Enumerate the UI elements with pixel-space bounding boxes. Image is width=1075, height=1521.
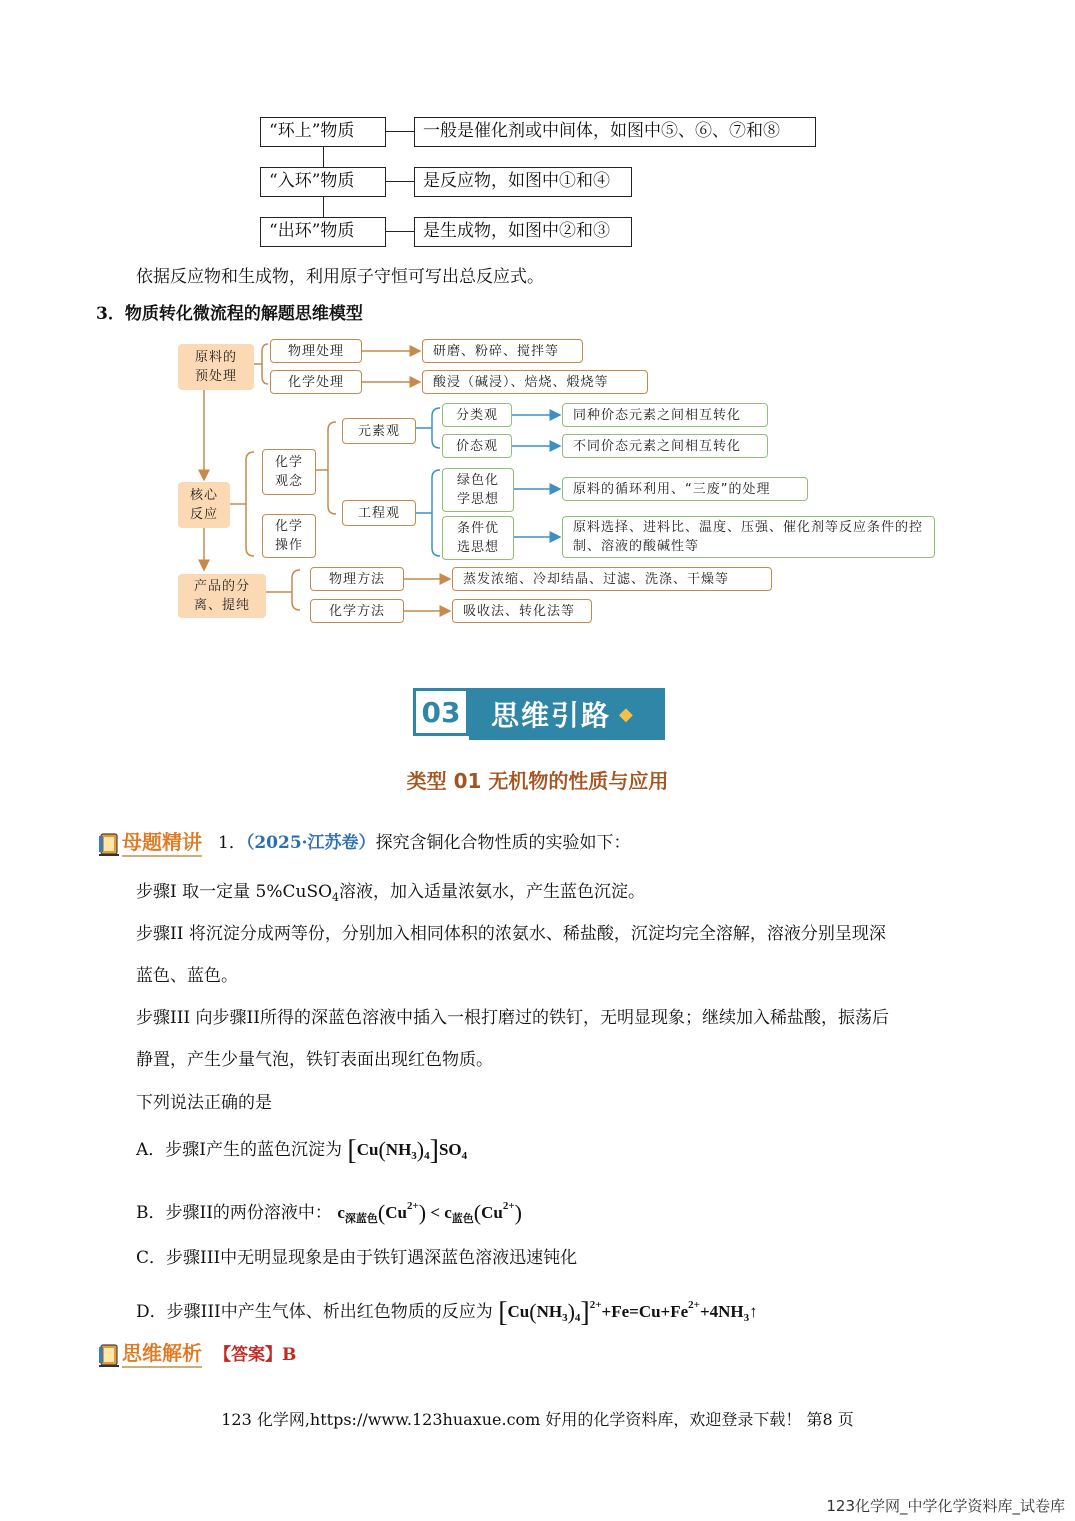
step1-text: 步骤I 取一定量 5%CuSO xyxy=(136,882,333,902)
option-b-text: B．步骤II的两份溶液中： xyxy=(136,1203,332,1223)
flow-chemical-detail: 酸浸（碱浸）、焙烧、煅烧等 xyxy=(422,370,648,394)
flow-physical-method: 物理方法 xyxy=(310,567,404,591)
ring-label-out: “出环”物质 xyxy=(260,217,386,247)
section-title-text: 思维引路 xyxy=(491,699,612,732)
answer-line xyxy=(214,1342,296,1368)
option-c: C．步骤III中无明显现象是由于铁钉遇深蓝色溶液迅速钝化 xyxy=(136,1248,578,1268)
ring-label-on: “环上”物质 xyxy=(260,117,386,147)
b-sub-deep-blue: 深蓝色 xyxy=(344,1213,378,1225)
flow-valence-detail: 不同价态元素之间相互转化 xyxy=(562,434,768,458)
option-a xyxy=(136,1137,467,1169)
problem-tag xyxy=(98,827,202,857)
option-b-formula: $c_{深蓝色}(Cu^{2+}) < c_{蓝色}(Cu^{2+})$ xyxy=(337,1200,522,1225)
flow-green-chemistry: 绿色化学思想 xyxy=(442,468,514,512)
problem-tag-text: 母题精讲 xyxy=(122,830,202,857)
flow-stage-separation: 产品的分离、提纯 xyxy=(178,574,266,618)
problem-heading xyxy=(218,830,631,856)
flow-condition-detail: 原料选择、进料比、温度、压强、催化剂等反应条件的控制、溶液的酸碱性等 xyxy=(562,516,935,558)
flow-engineering-view: 工程观 xyxy=(342,500,416,526)
b-sub-blue: 蓝色 xyxy=(451,1213,474,1225)
flow-classify-view: 分类观 xyxy=(442,403,512,427)
ring-label-in: “入环”物质 xyxy=(260,167,386,197)
notebook-icon xyxy=(98,833,120,857)
page-footer: 123 化学网,https://www.123huaxue.com 好用的化学资料库，欢迎登录下载！ 第8 页 xyxy=(221,1410,854,1429)
analysis-tag-text: 思维解析 xyxy=(122,1341,202,1368)
ring-note: 依据反应物和生成物，利用原子守恒可写出总反应式。 xyxy=(136,267,544,287)
problem-step2-line1: 步骤II 将沉淀分成两等份，分别加入相同体积的浓氨水、稀盐酸，沉淀均完全溶解，溶液分别呈现深 xyxy=(136,924,886,944)
option-d-formula: $[Cu(NH_3)_4]^{2+}+Fe=Cu+Fe^{2+}+4NH_3↑$ xyxy=(498,1297,758,1328)
ring-connector xyxy=(386,231,414,232)
problem-source: （2025·江苏卷） xyxy=(245,833,376,853)
flow-physical-method-detail: 蒸发浓缩、冷却结晶、过滤、洗涤、干燥等 xyxy=(452,567,772,591)
ring-desc-on: 一般是催化剂或中间体，如图中⑤、⑥、⑦和⑧ xyxy=(414,117,816,147)
ring-desc-out: 是生成物，如图中②和③ xyxy=(414,217,632,247)
type-title: 类型 01 无机物的性质与应用 xyxy=(406,769,669,793)
problem-step3-line1: 步骤III 向步骤II所得的深蓝色溶液中插入一根打磨过的铁钉，无明显现象；继续加入稀盐酸，振荡后 xyxy=(136,1008,889,1028)
option-a-text: A．步骤I产生的蓝色沉淀为 xyxy=(136,1140,342,1160)
flow-chemical-method: 化学方法 xyxy=(310,599,404,623)
section-number: 03 xyxy=(413,688,469,736)
problem-step3-line2: 静置，产生少量气泡，铁钉表面出现红色物质。 xyxy=(136,1050,493,1070)
problem-intro: 探究含铜化合物性质的实验如下： xyxy=(375,833,631,853)
flow-valence-view: 价态观 xyxy=(442,434,512,458)
flow-element-view: 元素观 xyxy=(342,418,416,444)
answer-label: 【答案】 xyxy=(214,1345,282,1365)
flow-chemical-concept: 化学观念 xyxy=(262,449,316,495)
problem-question: 下列说法正确的是 xyxy=(136,1093,272,1113)
problem-step2-line2: 蓝色、蓝色。 xyxy=(136,966,238,986)
diamond-icon: ◆ xyxy=(619,703,635,725)
option-d xyxy=(136,1292,758,1331)
flow-chemical-treatment: 化学处理 xyxy=(270,370,362,394)
section3-title: 3．物质转化微流程的解题思维模型 xyxy=(96,304,363,324)
watermark: 123化学网_中学化学资料库_试卷库 xyxy=(826,1497,1065,1515)
step1-tail: 溶液，加入适量浓氨水，产生蓝色沉淀。 xyxy=(339,882,646,902)
ring-desc-in: 是反应物，如图中①和④ xyxy=(414,167,632,197)
section-title xyxy=(469,688,665,740)
flow-chemical-operation: 化学操作 xyxy=(262,514,316,558)
notebook-icon xyxy=(98,1344,120,1368)
problem-step1 xyxy=(136,879,645,911)
option-d-text: D．步骤III中产生气体、析出红色物质的反应为 xyxy=(136,1302,493,1322)
option-a-formula: $[Cu(NH_3)_4]SO_4$ xyxy=(347,1135,468,1166)
option-b xyxy=(136,1193,522,1232)
answer-value: B xyxy=(282,1345,297,1365)
ring-connector xyxy=(386,181,414,182)
flow-physical-treatment: 物理处理 xyxy=(270,339,362,363)
flow-stage-pretreatment: 原料的预处理 xyxy=(178,344,254,390)
flow-chemical-method-detail: 吸收法、转化法等 xyxy=(452,599,592,623)
analysis-tag xyxy=(98,1338,202,1368)
flow-stage-core-reaction: 核心反应 xyxy=(178,482,230,528)
problem-number: 1． xyxy=(218,833,246,853)
flow-green-detail: 原料的循环利用、“三废”的处理 xyxy=(562,477,808,501)
flow-condition-optimization: 条件优选思想 xyxy=(442,516,514,560)
flow-classify-detail: 同种价态元素之间相互转化 xyxy=(562,403,768,427)
flow-physical-detail: 研磨、粉碎、搅拌等 xyxy=(422,339,583,363)
step1-subscript: 4 xyxy=(332,891,340,904)
ring-connector xyxy=(386,131,414,132)
